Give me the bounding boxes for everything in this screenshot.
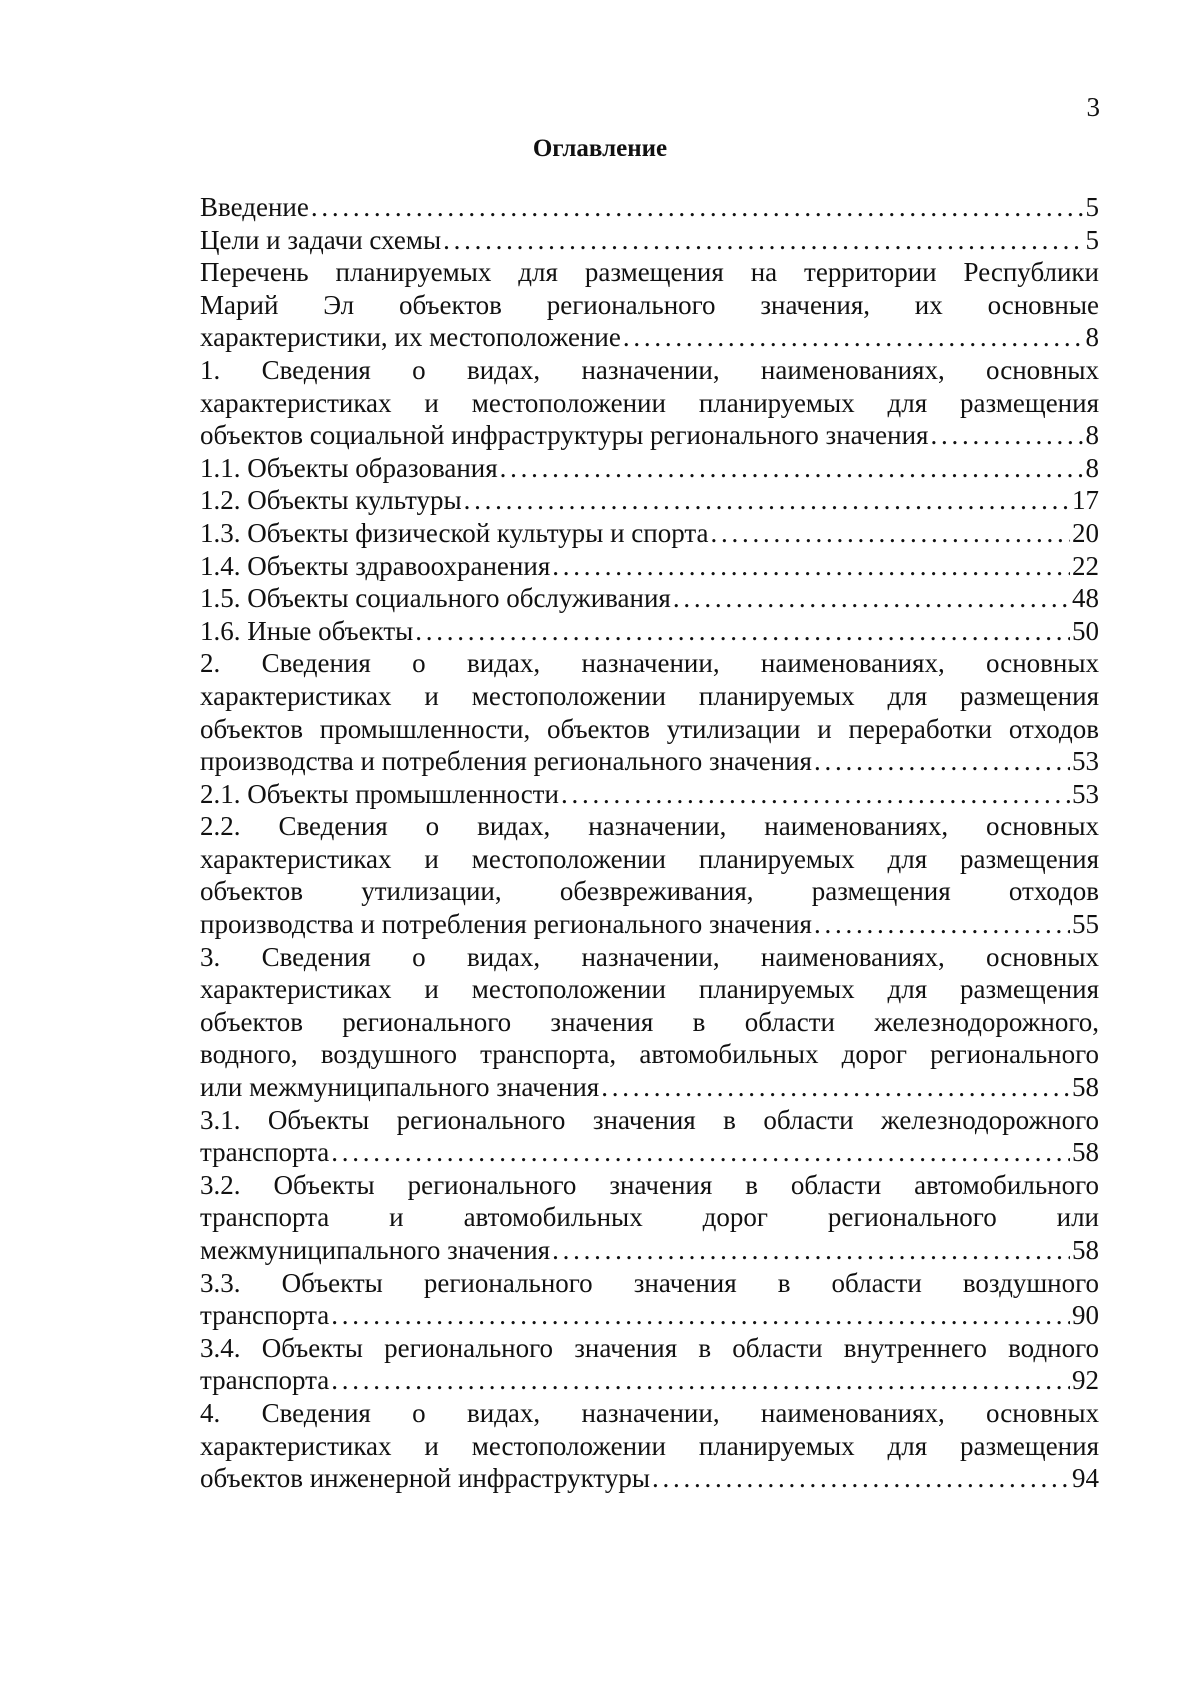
toc-entry-last-line [200, 615, 1099, 648]
toc-entry-page: 22 [1072, 550, 1099, 581]
toc-entry-title: объектов социальной инфраструктуры регионального значения [200, 420, 929, 451]
toc-entry[interactable] [200, 517, 1099, 550]
dot-leader [552, 1234, 1070, 1267]
toc-entry-line: Перечень планируемых для размещения на территории Республики [200, 257, 1099, 288]
toc-entry-page: 58 [1072, 1235, 1099, 1265]
toc-entry[interactable] [200, 1267, 1099, 1332]
toc-entry-last-line [200, 582, 1099, 615]
toc-entry-title: объектов инженерной инфраструктуры [200, 1463, 650, 1494]
toc-entry-line: характеристиках и местоположении планируемых для размещения [200, 680, 1099, 711]
toc-entry-page: 20 [1072, 517, 1099, 548]
toc-entry-last-line [200, 1071, 1099, 1104]
toc-entry-line: транспорта и автомобильных дорог регионального или [200, 1202, 1099, 1233]
toc-entry-last-line [200, 1364, 1099, 1397]
page-number: 3 [1086, 92, 1100, 122]
toc-entry-title: транспорта [200, 1300, 330, 1331]
toc-entry-page: 48 [1072, 583, 1099, 614]
toc-entry-last-line [200, 745, 1099, 778]
toc-entry-line: объектов утилизации, обезвреживания, размещения отходов [200, 876, 1099, 907]
toc-entry-title: производства и потребления регионального значения [200, 909, 812, 940]
toc-entry-last-line [200, 517, 1099, 550]
toc-entry-title: Цели и задачи схемы [200, 224, 442, 255]
toc-entry-last-line [200, 550, 1099, 583]
toc-entry-page: 8 [1085, 452, 1099, 483]
toc-entry-title: 1.4. Объекты здравоохранения [200, 550, 551, 581]
toc-entry-page: 8 [1085, 420, 1099, 451]
toc-entry-line: Марий Эл объектов регионального значения, их основные [200, 289, 1099, 320]
toc-entry-title: 2.1. Объекты промышленности [200, 778, 559, 809]
toc-entry[interactable] [200, 452, 1099, 485]
toc-entry-line: характеристиках и местоположении планируемых для размещения [200, 1430, 1099, 1461]
toc-entry-last-line [200, 419, 1099, 452]
toc-entry-line: объектов промышленности, объектов утилизации и переработки отходов [200, 713, 1099, 744]
toc-entry-line: 3.1. Объекты регионального значения в области железнодорожного [200, 1104, 1099, 1135]
toc-entry[interactable] [200, 778, 1099, 811]
dot-leader [331, 1364, 1070, 1397]
toc-entry-title: 1.3. Объекты физической культуры и спорта [200, 517, 709, 548]
toc-entry-title: транспорта [200, 1137, 330, 1168]
toc-entry[interactable] [200, 191, 1099, 224]
toc-entry-title: Введение [200, 192, 309, 222]
toc-entry-last-line [200, 321, 1099, 354]
toc-entry-last-line [200, 908, 1099, 941]
toc-entry-title: межмуниципального значения [200, 1235, 551, 1265]
dot-leader [814, 745, 1070, 778]
toc-entry-line: 3.2. Объекты регионального значения в области автомобильного [200, 1169, 1099, 1200]
toc-entry[interactable] [200, 582, 1099, 615]
toc-entry-last-line [200, 1136, 1099, 1169]
toc-entry-line: характеристиках и местоположении планируемых для размещения [200, 387, 1099, 418]
toc-entry-line: характеристиках и местоположении планируемых для размещения [200, 974, 1099, 1005]
toc-entry-title: 1.2. Объекты культуры [200, 485, 462, 516]
dot-leader [601, 1071, 1070, 1104]
toc-entry-last-line [200, 1234, 1099, 1267]
dot-leader [673, 582, 1070, 615]
toc-entry[interactable] [200, 256, 1099, 354]
toc-entry-page: 94 [1072, 1463, 1099, 1494]
dot-leader [561, 778, 1070, 811]
toc-entry[interactable] [200, 647, 1099, 777]
toc-entry-line: характеристиках и местоположении планируемых для размещения [200, 843, 1099, 874]
dot-leader [464, 484, 1070, 517]
toc-entry-title: производства и потребления регионального значения [200, 746, 812, 777]
toc-entry[interactable] [200, 615, 1099, 648]
toc-entry-last-line [200, 452, 1099, 485]
dot-leader [415, 615, 1070, 648]
toc-entry[interactable] [200, 1332, 1099, 1397]
toc-entry[interactable] [200, 354, 1099, 452]
toc-entry[interactable] [200, 224, 1099, 257]
toc-entry-page: 53 [1072, 778, 1099, 809]
dot-leader [331, 1299, 1070, 1332]
toc-entry-page: 58 [1072, 1072, 1099, 1103]
dot-leader [623, 321, 1084, 354]
dot-leader [311, 191, 1084, 224]
toc-entry-last-line [200, 1462, 1099, 1495]
dot-leader [500, 452, 1084, 485]
page-title: Оглавление [532, 135, 668, 162]
toc-entry[interactable] [200, 550, 1099, 583]
toc-entry-last-line [200, 484, 1099, 517]
toc-entry-line: 2.2. Сведения о видах, назначении, наименованиях, основных [200, 811, 1099, 842]
toc-entry-page: 5 [1085, 224, 1099, 255]
dot-leader [652, 1462, 1070, 1495]
toc-entry-last-line [200, 1299, 1099, 1332]
toc-entry-page: 53 [1072, 746, 1099, 777]
toc-entry-title: транспорта [200, 1365, 330, 1396]
toc-entry-line: 3.4. Объекты регионального значения в области внутреннего водного [200, 1332, 1099, 1363]
table-of-contents [200, 191, 1099, 1495]
toc-entry[interactable] [200, 941, 1099, 1104]
toc-entry-title: или межмуниципального значения [200, 1072, 600, 1103]
toc-entry-page: 90 [1072, 1300, 1099, 1331]
toc-entry-title: 1.1. Объекты образования [200, 452, 498, 483]
toc-entry-line: 3.3. Объекты регионального значения в области воздушного [200, 1267, 1099, 1298]
dot-leader [814, 908, 1070, 941]
dot-leader [710, 517, 1070, 550]
dot-leader [552, 550, 1070, 583]
toc-entry-title: 1.5. Объекты социального обслуживания [200, 583, 671, 614]
toc-entry[interactable] [200, 1104, 1099, 1169]
toc-entry-last-line [200, 224, 1099, 257]
toc-entry-last-line [200, 778, 1099, 811]
toc-entry-page: 50 [1072, 615, 1099, 646]
toc-entry[interactable] [200, 1169, 1099, 1267]
toc-entry-title: 1.6. Иные объекты [200, 615, 414, 646]
toc-entry-line: 3. Сведения о видах, назначении, наименованиях, основных [200, 941, 1099, 972]
toc-entry[interactable] [200, 1397, 1099, 1495]
toc-entry-page: 17 [1072, 485, 1099, 516]
toc-entry[interactable] [200, 484, 1099, 517]
toc-entry[interactable] [200, 810, 1099, 940]
toc-entry-last-line [200, 191, 1099, 224]
dot-leader [331, 1136, 1070, 1169]
toc-entry-page: 58 [1072, 1137, 1099, 1168]
toc-entry-page: 5 [1085, 192, 1099, 222]
toc-entry-title: характеристики, их местоположение [200, 322, 621, 353]
toc-entry-page: 92 [1072, 1365, 1099, 1396]
toc-entry-line: 4. Сведения о видах, назначении, наименованиях, основных [200, 1397, 1099, 1428]
dot-leader [930, 419, 1083, 452]
toc-entry-line: 2. Сведения о видах, назначении, наименованиях, основных [200, 648, 1099, 679]
toc-entry-page: 8 [1085, 322, 1099, 353]
dot-leader [443, 224, 1083, 257]
toc-entry-page: 55 [1072, 909, 1099, 940]
toc-entry-line: 1. Сведения о видах, назначении, наименованиях, основных [200, 354, 1099, 385]
toc-entry-line: объектов регионального значения в области железнодорожного, [200, 1006, 1099, 1037]
toc-entry-line: водного, воздушного транспорта, автомобильных дорог регионального [200, 1039, 1099, 1070]
